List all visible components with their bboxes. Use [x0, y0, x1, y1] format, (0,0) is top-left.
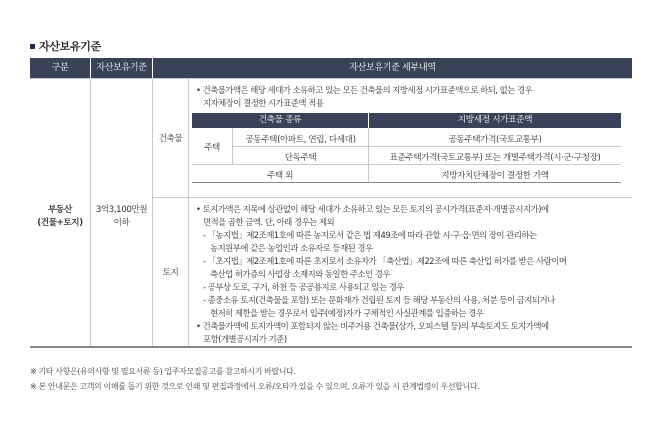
footnote-2: ※ 본 안내문은 고객의 이해를 돕기 위한 것으로 인쇄 및 편집과정에서 오류/오타가 있을 수 있으며, 오류가 있을 시 관계법령이 우선합니다.	[30, 382, 480, 391]
row-type-apartment: 공동주택(아파트, 연립, 다세대)	[245, 135, 356, 145]
land-label: 토지	[162, 268, 179, 278]
header-criteria: 자산보유기준	[91, 58, 152, 78]
building-label: 건축물	[158, 134, 183, 144]
land-line-2: 면적을 곱한 금액. 단, 아래 경우는 제외	[203, 217, 335, 227]
land-line-5: - 「초지법」제2조제1호에 따른 초지로서 소유자가 「축산법」제22조에 따른 축산업 허가를 받은 사람이며	[203, 256, 567, 266]
land-line-10: • 건축물가액에 토지가액이 포함되지 않는 비주거용 건축물(상가, 오피스텔 등)의 부속토지도 토지가액에	[196, 321, 549, 331]
header-category: 구분	[30, 58, 90, 78]
row-type-non-housing: 주택 외	[266, 171, 294, 181]
land-line-4: 농지원부에 같은 농업인과 소유자로 등재된 경우	[210, 243, 373, 253]
land-line-7: - 공부상 도로, 구거, 하천 등 공공용지로 사용되고 있는 경우	[203, 282, 404, 292]
bullet-square-icon	[30, 44, 35, 49]
category-cell: 부동산 (건물+토지)	[37, 205, 83, 228]
subheader-building-type: 건축물 종류	[192, 113, 368, 128]
land-line-6: 축산업 허가증의 사업장 소재지와 동일한 주소인 경우	[210, 269, 390, 279]
section-title: 자산보유기준	[30, 38, 101, 54]
housing-label: 주택	[204, 143, 220, 153]
building-intro-line-2: 지자체장이 결정한 시가표준액 적용	[203, 98, 324, 108]
row-value-apartment: 공동주택가격(국토교통부)	[448, 135, 542, 145]
land-line-3: - 「농지법」제2조제1호에 따른 농지로서 같은 법 제49조에 따라 관할 시·구·읍·면의 장이 관리하는	[203, 230, 537, 240]
footnote-1: ※ 기타 사항은(유의사항 및 필요서류 등) 입주자모집공고를 참고하시기 바랍니다.	[30, 367, 296, 376]
land-line-8: - 종중소유 토지(건축물을 포함) 또는 문화재가 건립된 토지 등 해당 부동산의 사용, 처분 등이 금지되거나	[203, 295, 555, 305]
land-line-1: • 토지가액은 지목에 상관없이 해당 세대가 소유하고 있는 모든 토지의 공시가격(표준지·개별공시지가)에	[196, 204, 549, 214]
criteria-cell: 3억3,100만원 이하	[95, 205, 148, 228]
building-intro-line-1: • 건축물가액은 해당 세대가 소유하고 있는 모든 건축물의 지방세정 시가표준액으로 하되, 없는 경우	[196, 85, 533, 95]
row-value-non-housing: 지방자치단체장이 결정한 가액	[441, 171, 549, 181]
land-line-9: 현저히 제한을 받는 경우로서 입주(예정)자가 구체적인 사실관계를 입증하는 경우	[210, 308, 484, 318]
row-value-detached: 표준주택가격(국토교통부) 또는 개별주택가격(시·군·구청장)	[389, 153, 601, 163]
subheader-standard-price: 지방세정 시가표준액	[369, 113, 621, 128]
land-line-11: 포함(개별공시지가 기준)	[203, 334, 287, 344]
header-details: 자산보유기준 세부내역	[153, 58, 632, 78]
row-type-detached: 단독주택	[284, 153, 317, 163]
